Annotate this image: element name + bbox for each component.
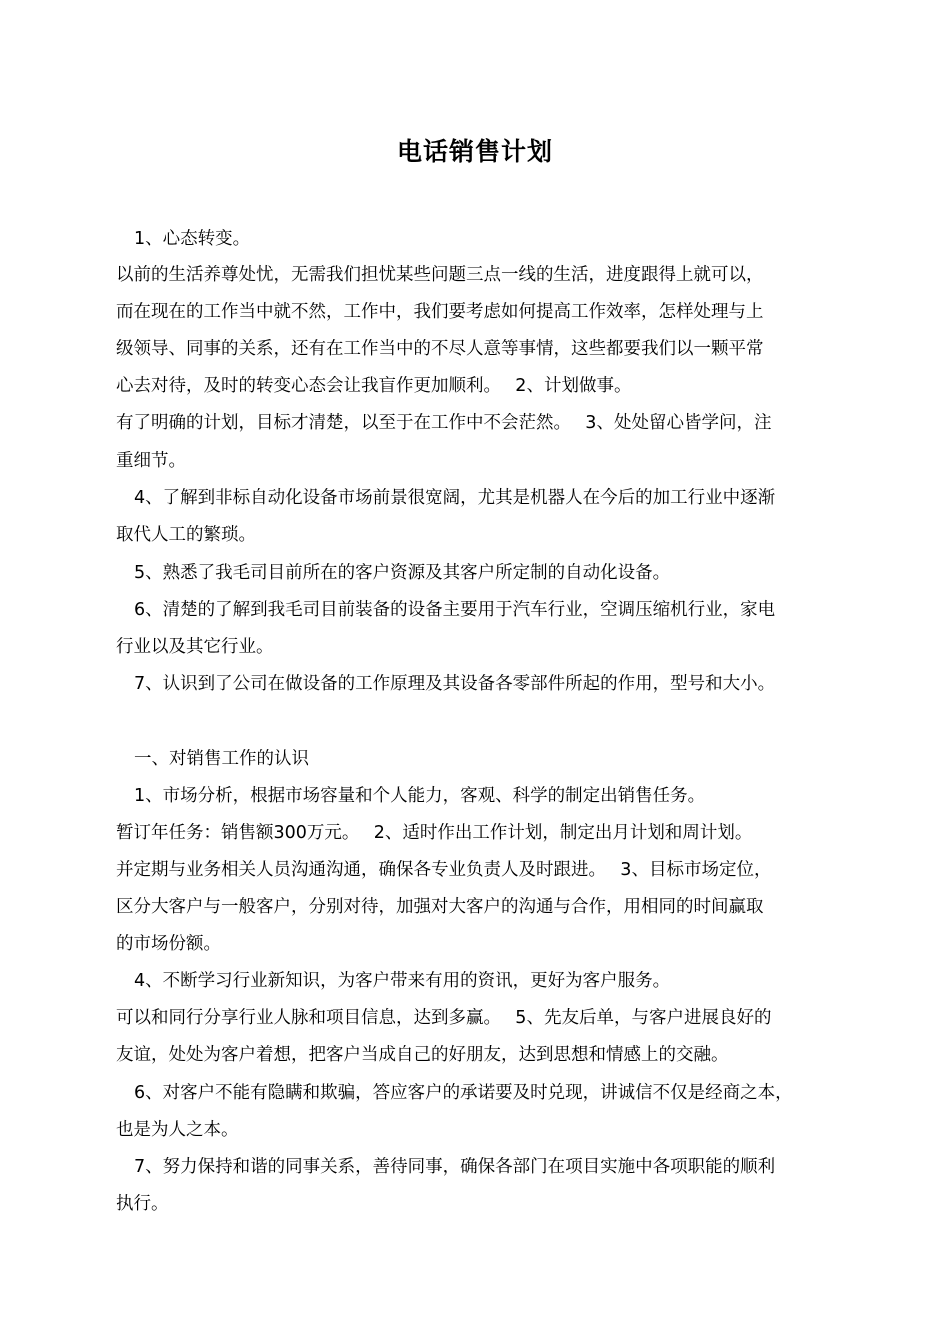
text-line: 行业以及其它行业。	[116, 637, 274, 657]
text-line: 1、心态转变。	[134, 229, 251, 249]
text-line: 7、努力保持和谐的同事关系，善待同事，确保各部门在项目实施中各项职能的顺利	[134, 1157, 776, 1177]
text-line: 心去对待，及时的转变心态会让我盲作更加顺利。 2、计划做事。	[116, 376, 632, 396]
text-line: 6、对客户不能有隐瞒和欺骗，答应客户的承诺要及时兑现，讲诚信不仅是经商之本，	[134, 1083, 793, 1103]
text-line: 级领导、同事的关系，还有在工作当中的不尽人意等事情，这些都要我们以一颗平常	[116, 339, 764, 359]
text-line: 暂订年任务：销售额300万元。 2、适时作出工作计划，制定出月计划和周计划。	[116, 823, 753, 843]
text-line: 而在现在的工作当中就不然，工作中，我们要考虑如何提高工作效率，怎样处理与上	[116, 302, 764, 322]
text-line: 7、认识到了公司在做设备的工作原理及其设备各零部件所起的作用，型号和大小。	[134, 674, 776, 694]
text-line: 的市场份额。	[116, 934, 221, 954]
text-line: 并定期与业务相关人员沟通沟通，确保各专业负责人及时跟进。 3、目标市场定位，	[116, 860, 772, 880]
text-line: 取代人工的繁琐。	[116, 525, 256, 545]
section-heading: 一、对销售工作的认识	[134, 749, 309, 769]
text-line: 区分大客户与一般客户，分别对待，加强对大客户的沟通与合作，用相同的时间赢取	[116, 897, 764, 917]
text-line: 重细节。	[116, 451, 186, 471]
text-line: 4、不断学习行业新知识，为客户带来有用的资讯，更好为客户服务。	[134, 971, 671, 991]
text-line: 友谊，处处为客户着想，把客户当成自己的好朋友，达到思想和情感上的交融。	[116, 1045, 729, 1065]
document-title: 电话销售计划	[396, 137, 553, 166]
text-line: 以前的生活养尊处忧，无需我们担忧某些问题三点一线的生活，进度跟得上就可以，	[116, 265, 764, 285]
text-line: 也是为人之本。	[116, 1120, 239, 1140]
text-line: 1、市场分析，根据市场容量和个人能力，客观、科学的制定出销售任务。	[134, 786, 706, 806]
text-line: 有了明确的计划，目标才清楚，以至于在工作中不会茫然。 3、处处留心皆学问，注	[116, 413, 772, 433]
text-line: 6、清楚的了解到我毛司目前装备的设备主要用于汽车行业，空调压缩机行业，家电	[134, 600, 776, 620]
text-line: 执行。	[116, 1194, 169, 1214]
text-line: 5、熟悉了我毛司目前所在的客户资源及其客户所定制的自动化设备。	[134, 563, 671, 583]
text-line: 4、了解到非标自动化设备市场前景很宽阔，尤其是机器人在今后的加工行业中逐渐	[134, 488, 776, 508]
text-line: 可以和同行分享行业人脉和项目信息，达到多赢。 5、先友后单，与客户进展良好的	[116, 1008, 772, 1028]
